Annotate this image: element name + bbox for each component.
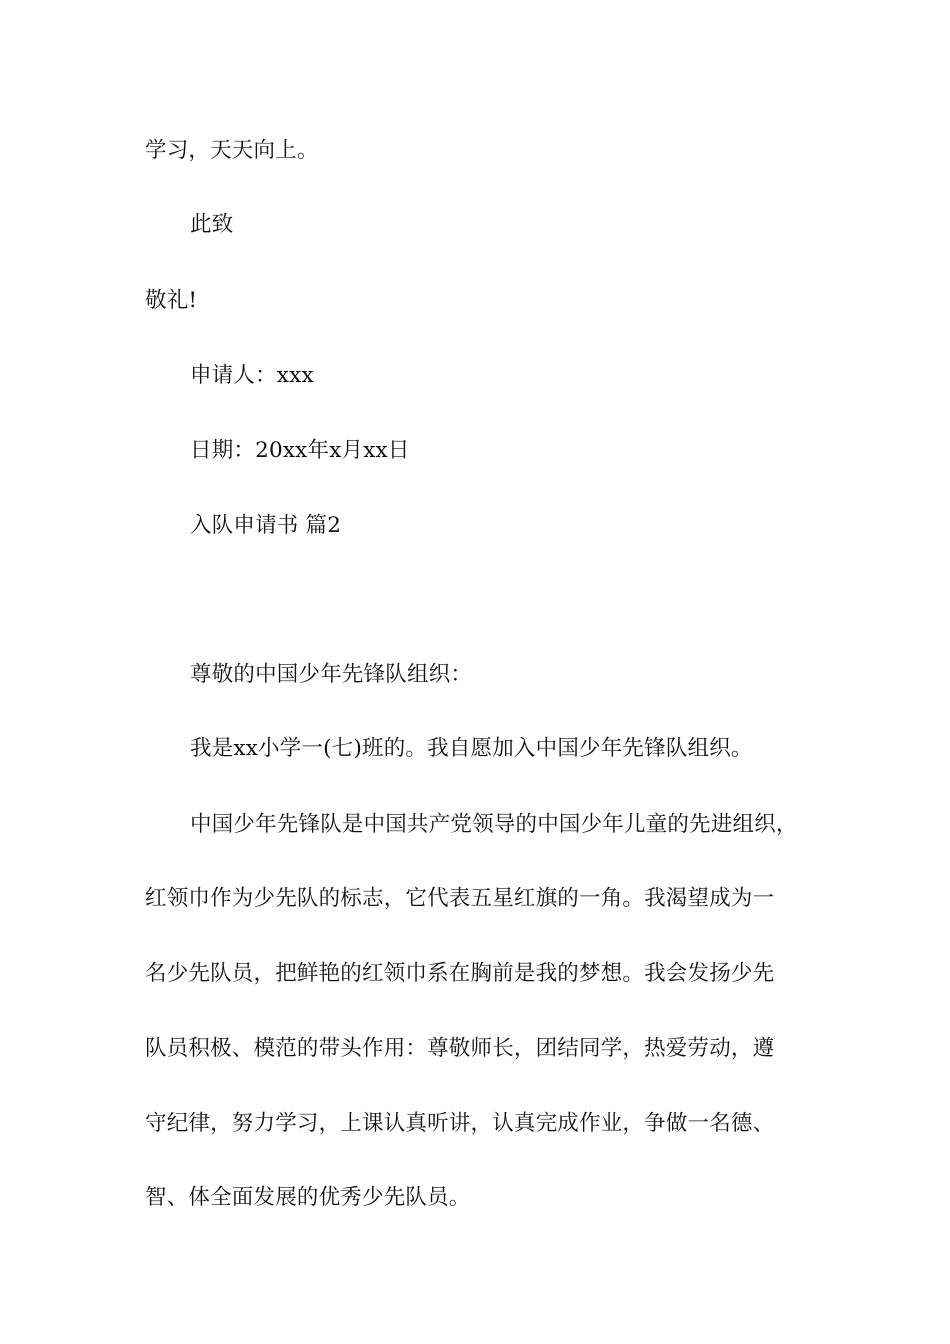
paragraph-line: 红领巾作为少先队的标志，它代表五星红旗的一角。我渴望成为一 bbox=[145, 886, 775, 911]
closing-respect: 敬礼! bbox=[145, 288, 198, 313]
applicant-line: 申请人：xxx bbox=[190, 363, 314, 388]
paragraph-line: 名少先队员，把鲜艳的红领巾系在胸前是我的梦想。我会发扬少先 bbox=[145, 961, 775, 986]
paragraph-line: 智、体全面发展的优秀少先队员。 bbox=[145, 1185, 471, 1210]
paragraph-line: 守纪律，努力学习，上课认真听讲，认真完成作业，争做一名德、 bbox=[145, 1111, 775, 1136]
closing-salutation: 此致 bbox=[190, 212, 234, 237]
text-line-continuation: 学习，天天向上。 bbox=[145, 138, 319, 163]
date-line: 日期：20xx年x月xx日 bbox=[190, 438, 410, 463]
paragraph-line: 中国少年先锋队是中国共产党领导的中国少年儿童的先进组织， bbox=[190, 812, 798, 837]
paragraph-line: 队员积极、模范的带头作用：尊敬师长，团结同学，热爱劳动，遵 bbox=[145, 1036, 775, 1061]
section-title: 入队申请书 篇2 bbox=[190, 513, 342, 538]
letter-greeting: 尊敬的中国少年先锋队组织： bbox=[190, 662, 473, 687]
paragraph-line: 我是xx小学一(七)班的。我自愿加入中国少年先锋队组织。 bbox=[190, 736, 753, 761]
